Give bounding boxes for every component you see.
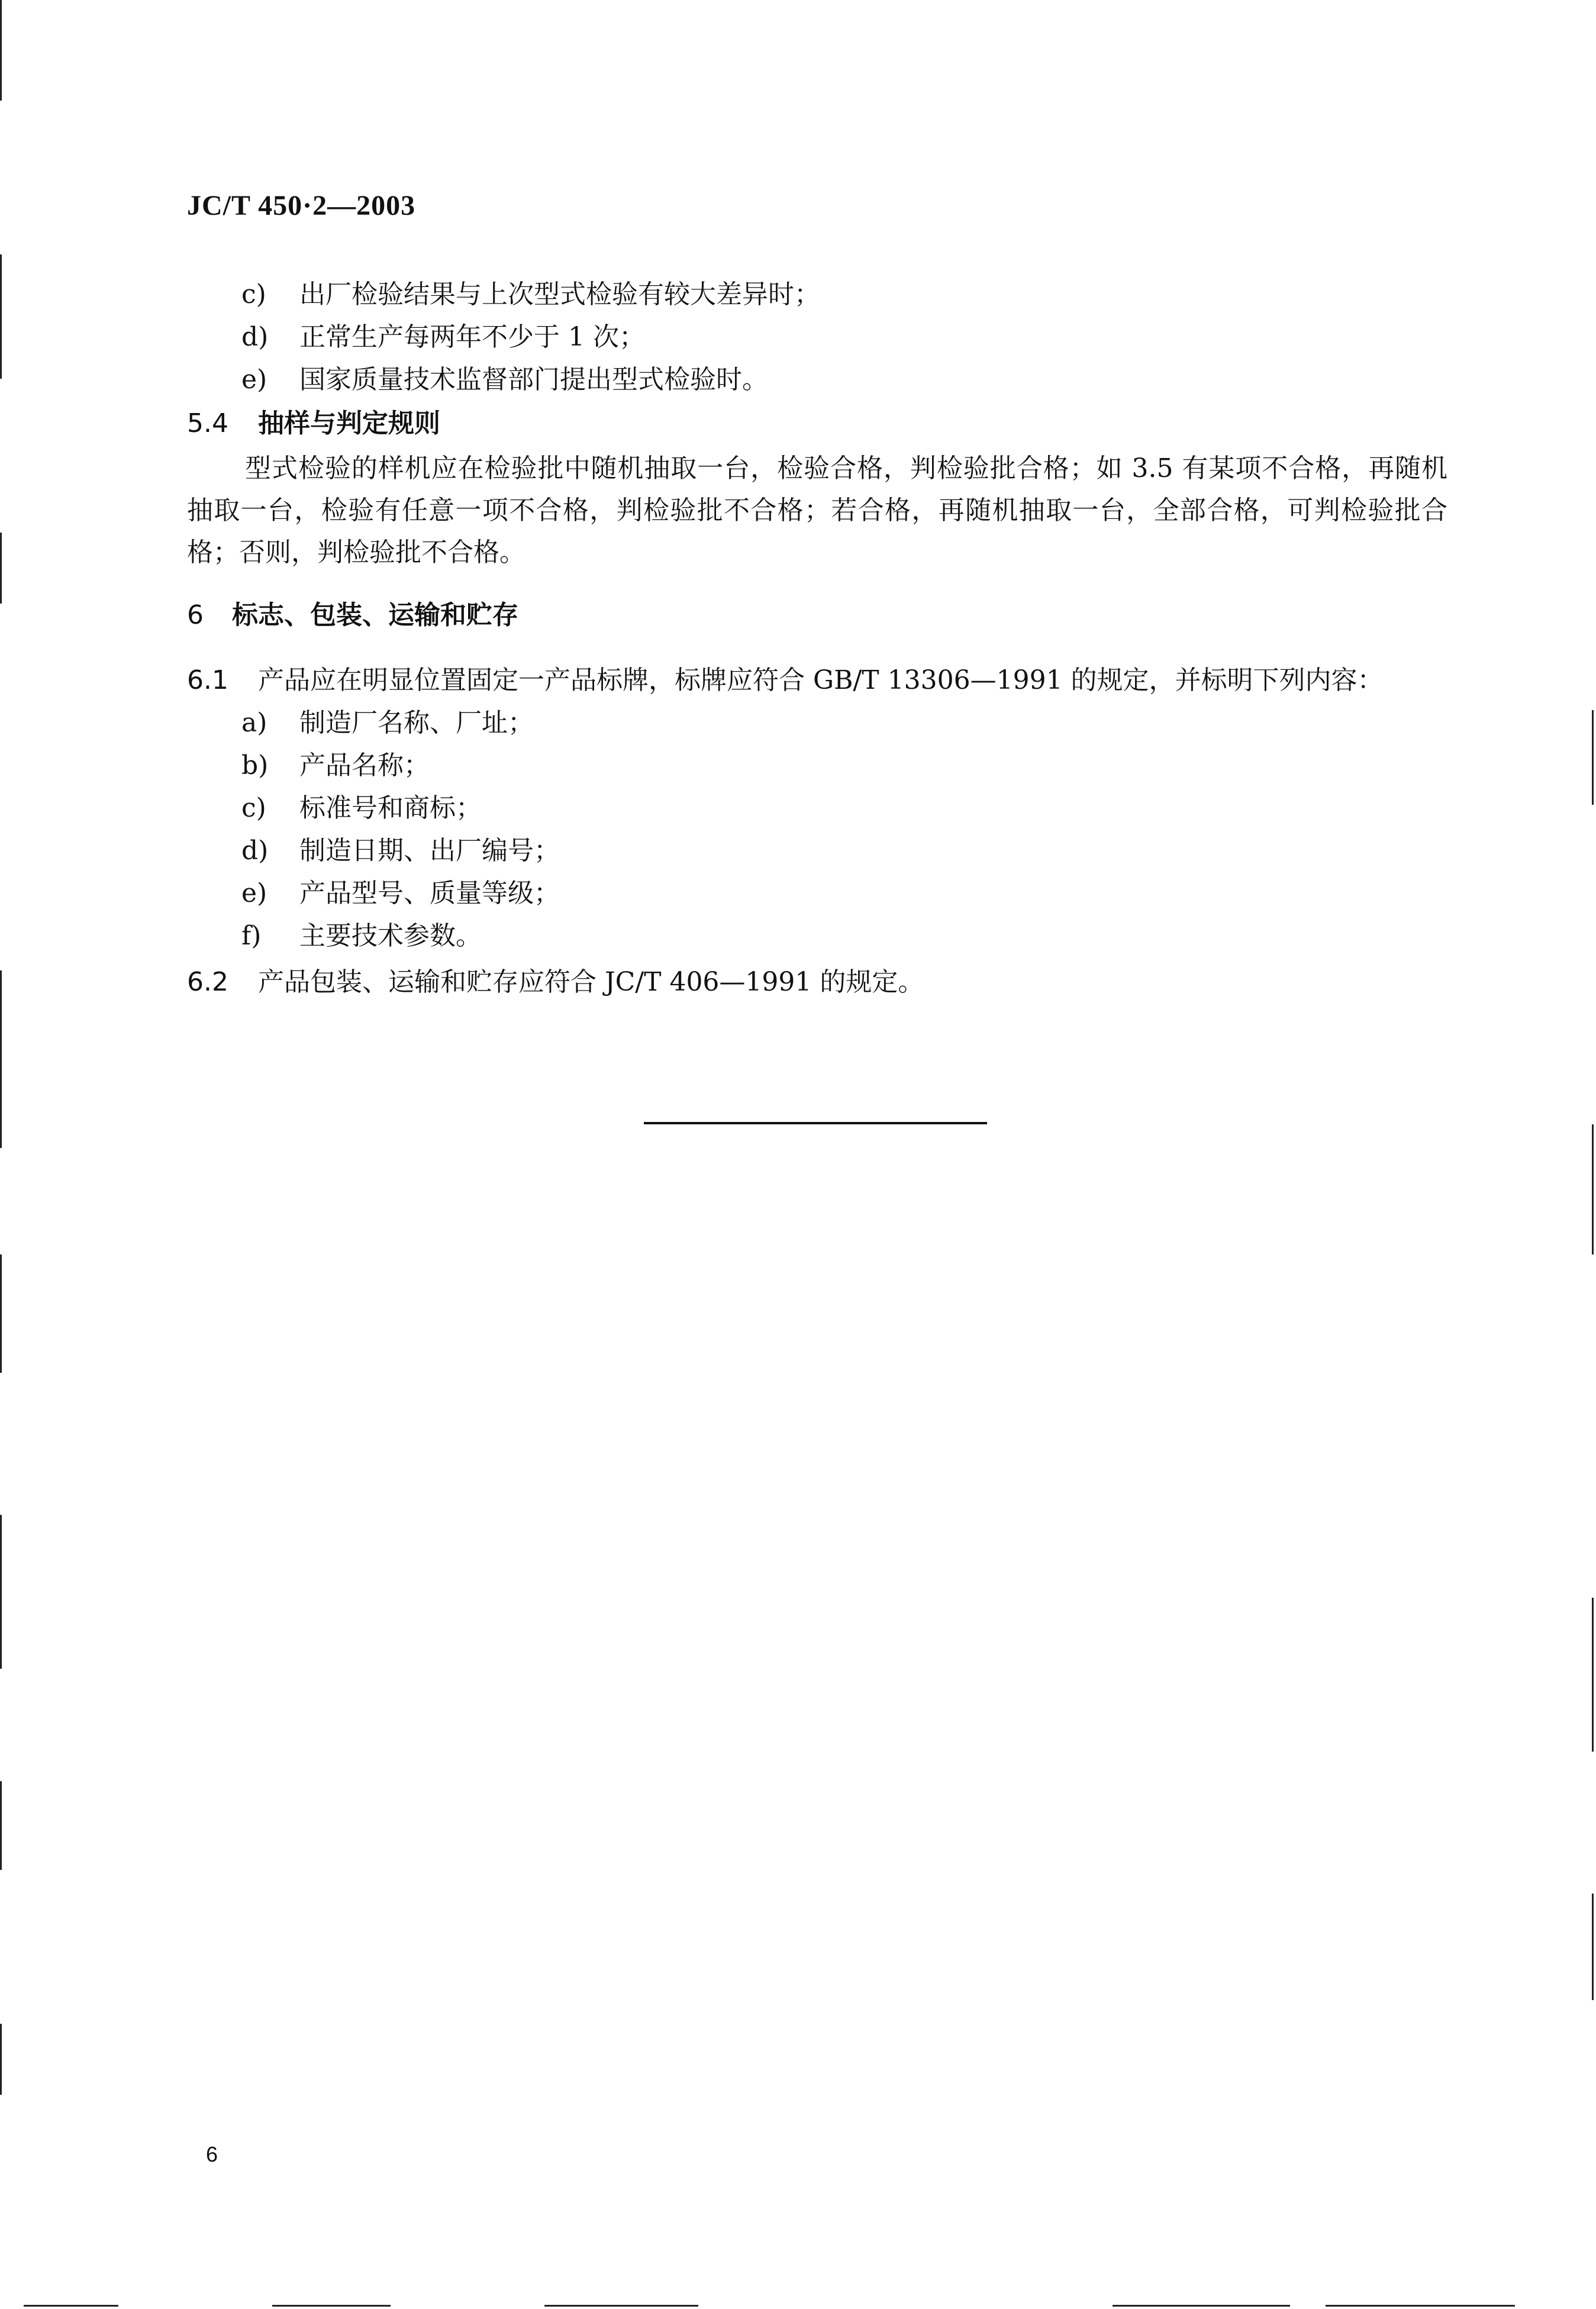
list-item-6-1-d <box>241 834 560 868</box>
list-item-label: e) <box>241 365 267 395</box>
section-text: 产品包装、运输和贮存应符合 JC/T 406—1991 的规定。 <box>258 967 924 997</box>
page-number: 6 <box>206 2142 218 2166</box>
standard-code-header: JC/T 450·2—2003 <box>187 190 416 221</box>
section-title: 抽样与判定规则 <box>258 408 440 438</box>
scan-edge-mark <box>0 254 2 379</box>
list-item-6-1-c <box>241 792 482 825</box>
scan-edge-mark <box>1592 1598 1594 1752</box>
list-item-text: 出厂检验结果与上次型式检验有较大差异时； <box>299 279 820 309</box>
scan-edge-mark <box>272 2305 391 2307</box>
list-item-text: 产品名称； <box>299 750 430 781</box>
section-6-2-paragraph <box>187 966 924 999</box>
list-item-label: d) <box>241 836 269 866</box>
list-item-label: b) <box>241 750 269 781</box>
section-5-4-body: 型式检验的样机应在检验批中随机抽取一台，检验合格，判检验批合格；如 3.5 有某项不合格，再随机抽取一台，检验有任意一项不合格，判检验批不合格；若合格，再随机抽取一台，全部合格，可判检验批合格；否则，判检验批不合格。 <box>187 453 1447 567</box>
list-item-label: f) <box>241 921 262 951</box>
list-item-label: c) <box>241 279 266 309</box>
section-number: 6.1 <box>187 665 228 695</box>
scan-edge-mark <box>1592 1124 1594 1255</box>
section-text: 产品应在明显位置固定一产品标牌，标牌应符合 GB/T 13306—1991 的规定，并标明下列内容： <box>258 665 1384 695</box>
list-item-6-1-e <box>241 877 560 910</box>
list-item-label: c) <box>241 793 266 823</box>
list-item-5-3-e <box>241 363 768 396</box>
section-number: 6 <box>187 600 204 630</box>
scan-edge-mark <box>0 1255 2 1373</box>
section-6-heading <box>187 599 518 632</box>
list-item-6-1-b <box>241 749 430 782</box>
list-item-text: 标准号和商标； <box>299 793 482 823</box>
scan-edge-mark <box>1326 2305 1515 2307</box>
scan-edge-mark <box>0 0 2 101</box>
list-item-text: 国家质量技术监督部门提出型式检验时。 <box>299 365 768 395</box>
section-6-1-paragraph <box>187 664 1384 697</box>
scan-edge-mark <box>1592 710 1594 805</box>
list-item-6-1-a <box>241 707 534 740</box>
scan-edge-mark <box>1592 1894 1594 2000</box>
section-number: 6.2 <box>187 967 228 997</box>
list-item-5-3-d <box>241 321 645 354</box>
section-number: 5.4 <box>187 408 228 438</box>
scan-edge-mark <box>544 2305 698 2307</box>
list-item-label: e) <box>241 878 267 908</box>
list-item-5-3-c <box>241 278 820 311</box>
end-of-document-rule <box>644 1122 987 1124</box>
list-item-label: a) <box>241 708 267 738</box>
section-5-4-heading <box>187 407 440 440</box>
scan-edge-mark <box>0 970 2 1148</box>
scan-edge-mark <box>0 533 2 604</box>
list-item-text: 制造厂名称、厂址； <box>299 708 534 738</box>
scan-edge-mark <box>24 2305 118 2307</box>
list-item-text: 主要技术参数。 <box>299 921 482 951</box>
scan-edge-mark <box>1113 2305 1290 2307</box>
list-item-text: 制造日期、出厂编号； <box>299 836 560 866</box>
section-title: 标志、包装、运输和贮存 <box>232 600 518 630</box>
list-item-6-1-f <box>241 920 482 953</box>
list-item-label: d) <box>241 322 269 352</box>
scan-edge-mark <box>0 1515 2 1669</box>
list-item-text: 正常生产每两年不少于 1 次； <box>299 322 645 352</box>
scan-edge-mark <box>0 1781 2 1870</box>
list-item-text: 产品型号、质量等级； <box>299 878 560 908</box>
scan-edge-mark <box>0 2024 2 2095</box>
